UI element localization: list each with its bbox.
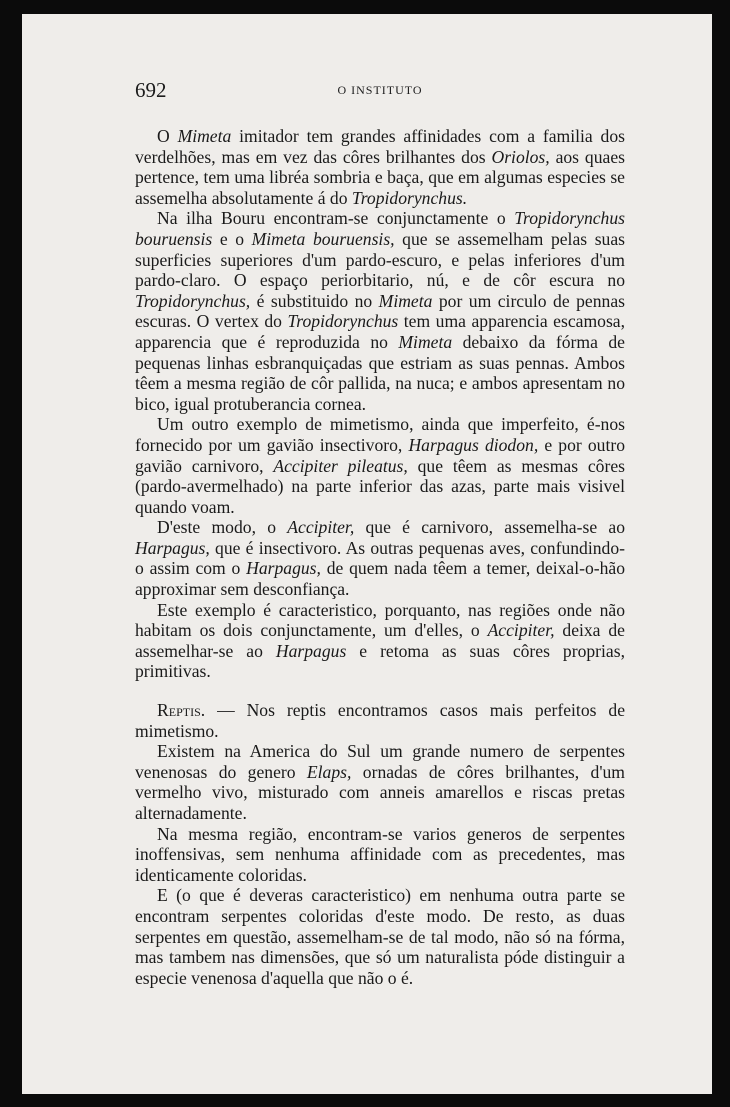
paragraph <box>135 885 625 988</box>
italic-term: Tropidorynchus <box>287 311 399 332</box>
italic-term: Oriolos, <box>491 146 550 167</box>
text-segment: E (o que é deveras caracteristico) em nenhuma outra parte se encontram serpentes coloridas d'este modo. De resto, as duas serpentes em questão, assemelham-se de tal modo, não só na fórma, mas tambem nas dimensões, que só um naturalista póde distinguir a especie venenosa d'aquella que não o é. <box>135 885 625 988</box>
text-segment: imitador tem grandes affinidades com a familia dos verdelhões, mas em vez das côres brilhantes dos <box>135 126 625 167</box>
text-segment: que é carnivoro, assemelha-se ao <box>354 517 625 538</box>
italic-term: Tropidorynchus bouruensis <box>135 208 625 249</box>
italic-term: Tropidorynchus, <box>135 290 251 311</box>
text-segment: e o <box>212 228 252 249</box>
italic-term: Accipiter pileatus, <box>273 455 408 476</box>
text-segment: debaixo da fórma de pequenas linhas esbranquiçadas que estriam as suas pennas. Ambos têem a mesma região de côr pallida, na nuca; e ambos apresentam no bico, igual protuberancia cornea. <box>135 331 625 414</box>
italic-term: Accipiter, <box>287 517 355 538</box>
text-segment: é substituido no <box>250 290 379 311</box>
running-title: O INSTITUTO <box>337 83 423 97</box>
text-segment: O <box>157 126 178 146</box>
section-label: Reptis. <box>157 700 206 721</box>
page-number: 692 <box>135 78 167 102</box>
text-segment: que têem as mesmas côres (pardo-avermelhado) na parte inferior das azas, parte mais visivel quando voam. <box>135 455 625 517</box>
text-segment: que se assemelham pelas suas superficies superiores d'um pardo-escuro, e pelas inferiores d'um pardo-claro. O espaço periorbitario, nú, e de côr escura no <box>135 228 625 291</box>
body-text <box>135 126 625 988</box>
text-segment: — Nos reptis encontramos casos mais perfeitos de mimetismo. <box>135 700 625 741</box>
text-segment: Um outro exemplo de mimetismo, ainda que imperfeito, é-nos fornecido por um gavião insectivoro, <box>135 414 625 455</box>
text-segment: e por outro gavião carnivoro, <box>135 434 625 476</box>
text-segment: de quem nada têem a temer, deixal-o-hão approximar sem desconfiança. <box>135 558 625 600</box>
paragraph <box>135 414 625 517</box>
italic-term: Harpagus, <box>135 537 210 558</box>
page-header <box>135 78 625 100</box>
text-segment: deixa de assemelhar-se ao <box>135 620 625 661</box>
text-segment: e retoma as suas côres proprias, primitivas. <box>135 640 625 682</box>
paragraph <box>135 741 625 823</box>
paragraph <box>135 126 625 208</box>
paragraph <box>135 208 625 414</box>
italic-term: Harpagus, <box>246 558 321 579</box>
italic-term: Accipiter, <box>487 620 555 641</box>
paragraph <box>135 700 625 741</box>
text-segment: Na ilha Bouru encontram-se conjunctamente o <box>157 208 515 229</box>
paragraph <box>135 517 625 599</box>
text-segment: Existem na America do Sul um grande numero de serpentes venenosas do genero <box>135 741 625 782</box>
italic-term: Mimeta bouruensis, <box>251 228 395 249</box>
italic-term: Harpagus diodon, <box>408 434 539 455</box>
italic-term: Tropidorynchus. <box>351 187 468 208</box>
text-segment: aos quaes pertence, tem uma libréa sombria e baça, que em algumas especies se assemelha absolutamente á do <box>135 146 625 208</box>
text-segment: por um circulo de pennas escuras. O vertex do <box>135 290 625 332</box>
italic-term: Elaps, <box>306 761 352 782</box>
text-segment: D'este modo, o <box>157 517 288 538</box>
text-segment: tem uma apparencia escamosa, apparencia que é reproduzida no <box>135 311 625 352</box>
text-segment: ornadas de côres brilhantes, d'um vermelho vivo, misturado com anneis amarellos e riscas pretas alternadamente. <box>135 761 625 823</box>
text-segment: que é insectivoro. As outras pequenas aves, confundindo-o assim com o <box>135 537 625 579</box>
italic-term: Mimeta <box>378 290 433 311</box>
paragraph <box>135 824 625 886</box>
text-segment: Na mesma região, encontram-se varios generos de serpentes inoffensivas, sem nenhuma affinidade com as precedentes, mas identicamente coloridas. <box>135 823 625 885</box>
italic-term: Mimeta <box>398 331 453 352</box>
italic-term: Mimeta <box>177 126 232 146</box>
text-segment: Este exemplo é caracteristico, porquanto, nas regiões onde não habitam os dois conjunctamente, um d'elles, o <box>135 599 625 641</box>
italic-term: Harpagus <box>275 640 347 661</box>
paragraph <box>135 600 625 682</box>
